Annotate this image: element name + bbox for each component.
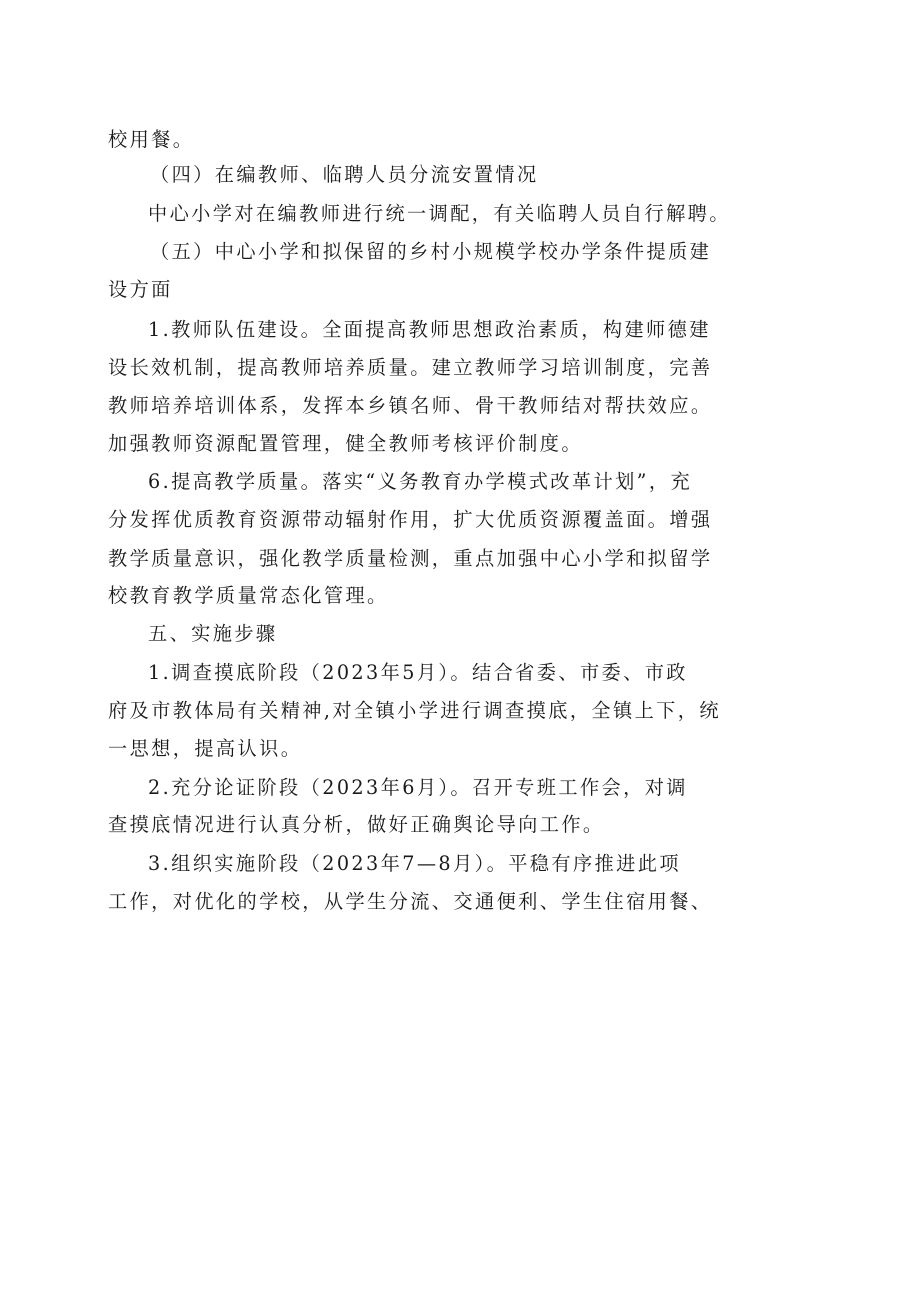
text-line: 设方面 xyxy=(108,278,173,301)
text-line: 1.教师队伍建设。全面提高教师思想政治素质，构建师德建 xyxy=(148,318,711,341)
text-line: 校教育教学质量常态化管理。 xyxy=(108,584,389,607)
text-line: 2.充分论证阶段（2023年6月）。召开专班工作会，对调 xyxy=(148,776,688,799)
text-line: 教师培养培训体系，发挥本乡镇名师、骨干教师结对帮扶效应。 xyxy=(108,394,713,417)
section-heading: 五、实施步骤 xyxy=(148,622,278,645)
text-line: 6.提高教学质量。落实“义务教育办学模式改革计划”，充 xyxy=(148,470,693,493)
section-heading: （五）中心小学和拟保留的乡村小规模学校办学条件提质建 xyxy=(150,240,712,263)
text-line: 中心小学对在编教师进行统一调配，有关临聘人员自行解聘。 xyxy=(148,202,731,225)
text-line: 3.组织实施阶段（2023年7—8月）。平稳有序推进此项 xyxy=(148,852,681,875)
text-line: 府及市教体局有关精神,对全镇小学进行调查摸底，全镇上下，统 xyxy=(108,699,721,722)
text-line: 1.调查摸底阶段（2023年5月）。结合省委、市委、市政 xyxy=(148,661,688,684)
text-line: 设长效机制，提高教师培养质量。建立教师学习培训制度，完善 xyxy=(108,356,713,379)
text-line: 分发挥优质教育资源带动辐射作用，扩大优质资源覆盖面。增强 xyxy=(108,508,713,531)
text-line: 查摸底情况进行认真分析，做好正确舆论导向工作。 xyxy=(108,813,605,836)
text-line: 加强教师资源配置管理，健全教师考核评价制度。 xyxy=(108,432,583,455)
text-line: 校用餐。 xyxy=(108,128,195,151)
text-line: 一思想，提高认识。 xyxy=(108,737,303,760)
text-line: 教学质量意识，强化教学质量检测，重点加强中心小学和拟留学 xyxy=(108,547,713,570)
text-line: 工作，对优化的学校，从学生分流、交通便利、学生住宿用餐、 xyxy=(108,890,713,913)
section-heading: （四）在编教师、临聘人员分流安置情况 xyxy=(150,163,539,186)
